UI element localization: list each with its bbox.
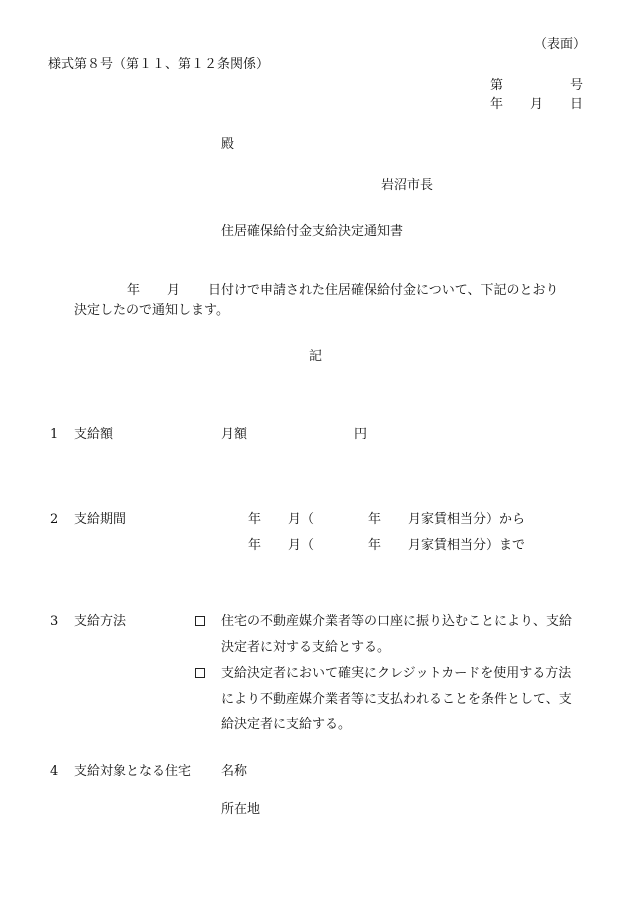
option1-line2: 決定者に対する支給とする。 [221,640,391,655]
option1-line1: 住宅の不動産媒介業者等の口座に振り込むことにより、支給 [221,614,573,629]
item4-name: 名称 [221,764,248,779]
body-line1: 日付けで申請された住居確保給付金について、下記のとおり [208,283,559,298]
item1-monthly: 月額 [221,427,248,442]
item2-row1-tail: 月家賃相当分）から [408,512,526,527]
issuer: 岩沼市長 [381,178,434,193]
item2-row2-year: 年 [248,538,262,553]
item4-number: 4 [50,764,59,779]
item2-row1-month: 月（ [288,512,315,527]
item2-label: 支給期間 [74,512,127,527]
date-day: 日 [570,97,584,112]
date-month: 月 [530,97,544,112]
body-month: 月 [167,283,181,298]
option2-line1: 支給決定者において確実にクレジットカードを使用する方法 [221,666,572,681]
ki-heading: 記 [309,349,323,364]
item1-label: 支給額 [74,427,114,442]
form-number: 様式第８号（第１１、第１２条関係） [48,57,270,72]
item3-label: 支給方法 [74,614,127,629]
option1-checkbox[interactable] [195,616,205,626]
item2-row1-year2: 年 [368,512,382,527]
item2-number: 2 [50,512,59,527]
item1-number: 1 [50,427,59,442]
body-year: 年 [127,283,141,298]
option2-line2: により不動産媒介業者等に支払われることを条件として、支 [221,692,572,707]
item2-row2-year2: 年 [368,538,382,553]
date-year: 年 [490,97,504,112]
body-line2: 決定したので通知します。 [74,303,229,318]
option2-checkbox[interactable] [195,668,205,678]
option2-line3: 給決定者に支給する。 [221,717,352,732]
item2-row1-year: 年 [248,512,262,527]
doc-number-dai: 第 [490,78,504,93]
front-side-label: （表面） [534,37,587,52]
page-title: 住居確保給付金支給決定通知書 [221,224,404,239]
doc-number-go: 号 [570,78,584,93]
item4-label: 支給対象となる住宅 [74,764,192,779]
item1-yen: 円 [354,427,368,442]
item3-number: 3 [50,614,59,629]
item2-row2-tail: 月家賃相当分）まで [408,538,526,553]
addressee-dono: 殿 [221,137,235,152]
item2-row2-month: 月（ [288,538,315,553]
item4-address: 所在地 [221,802,261,817]
